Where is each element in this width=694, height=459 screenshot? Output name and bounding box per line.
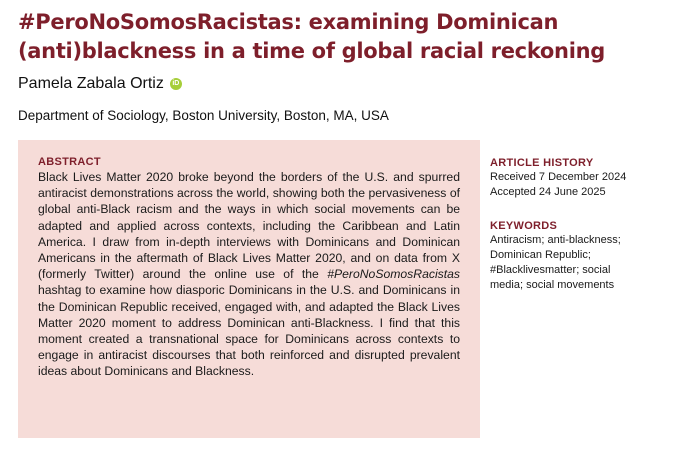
abstract-text-part-2: hashtag to examine how diasporic Dominicans in the U.S. and Dominicans in the Dominican Republic received, engaged with, and adapted the Black Lives Matter 2020 moment to address Dominican anti-Blackness. I find that this moment created a transnational space for Dominicans across contexts to engage in antiracist discourses that both reinforced and disrupted prevalent ideas about Dominicans and Blackness.: [38, 283, 460, 379]
received-date: Received 7 December 2024: [490, 171, 627, 183]
abstract-box: [18, 140, 480, 438]
keywords-list: Antiracism; anti-blackness; Dominican Republic; #Blacklivesmatter; social media; social movements: [490, 234, 621, 291]
article-history-heading: ARTICLE HISTORY: [490, 157, 594, 169]
abstract-text: [38, 169, 460, 380]
abstract-heading: ABSTRACT: [38, 156, 101, 168]
article-title: #PeroNoSomosRacistas: examining Dominican (anti)blackness in a time of global racial reckoning: [18, 10, 605, 63]
abstract-hashtag: #PeroNoSomosRacistas: [327, 267, 460, 282]
accepted-date: Accepted 24 June 2025: [490, 186, 606, 198]
abstract-text-part-1: Black Lives Matter 2020 broke beyond the borders of the U.S. and spurred antiracist demonstrations across the world, showing both the pervasiveness of global anti-Black racism and the ways in which social movements can be adapted and applied across contexts, including the Caribbean and Latin America. I draw from in-depth interviews with Dominicans and Dominican Americans in the aftermath of Black Lives Matter 2020, and on data from X (formerly Twitter) around the online use of the: [38, 170, 460, 282]
article-history: [490, 157, 680, 200]
orcid-icon[interactable]: iD: [170, 78, 182, 90]
article-sidebar: [490, 157, 680, 293]
author-name: Pamela Zabala Ortiz: [18, 75, 164, 92]
author-affiliation: Department of Sociology, Boston University, Boston, MA, USA: [18, 108, 389, 123]
keywords-heading: KEYWORDS: [490, 220, 558, 232]
keywords: [490, 220, 680, 293]
author-line: [18, 74, 182, 94]
